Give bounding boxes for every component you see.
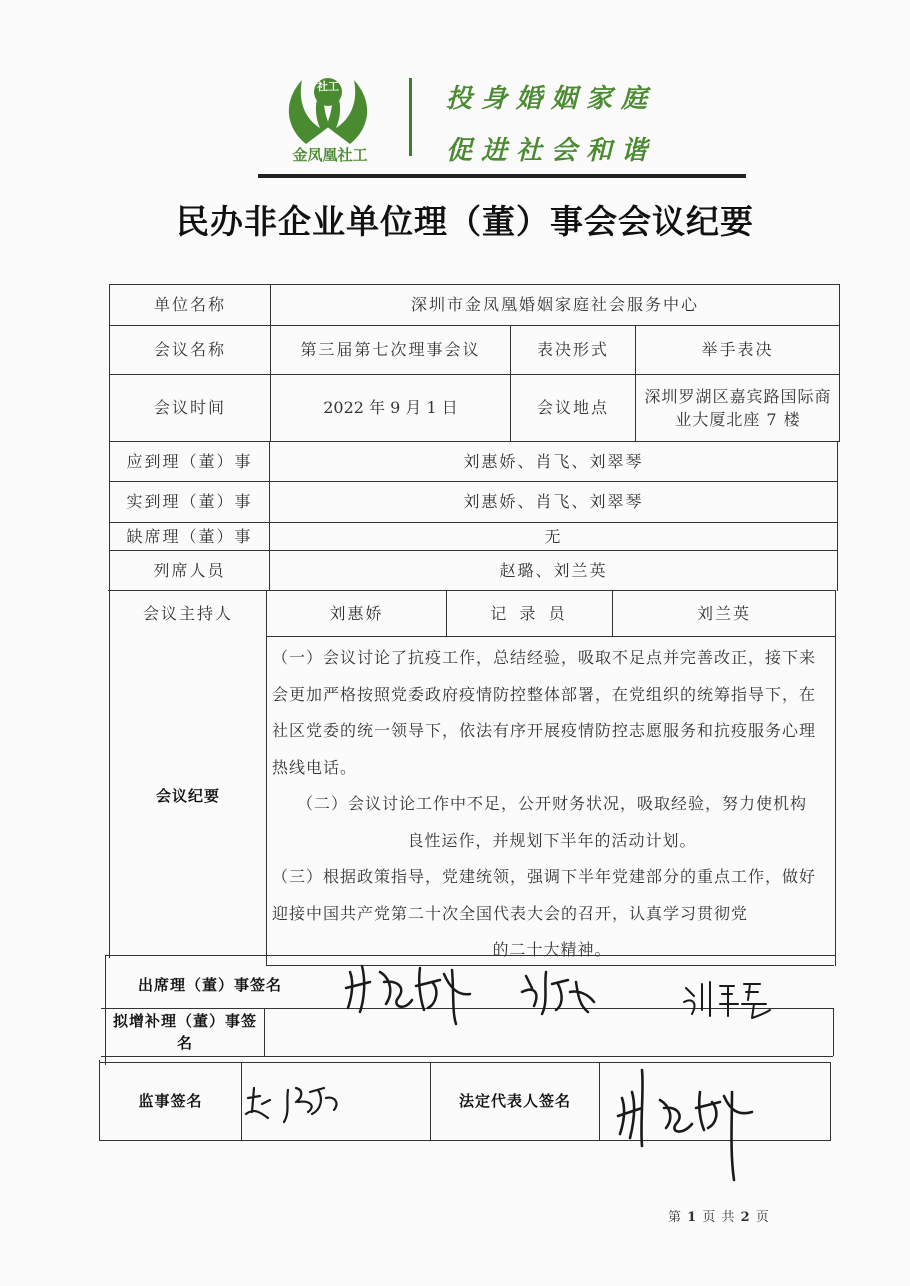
meeting-name-label: 会议名称 — [153, 340, 226, 359]
expected-directors-value: 刘惠娇、肖飞、刘翠琴 — [463, 451, 644, 471]
meeting-name-value: 第三届第七次理事会议 — [300, 340, 481, 359]
minutes-item-1: （一）会议讨论了抗疫工作，总结经验，吸取不足点并完善改正，接下来会更加严格按照党委政府疫情防控整体部署，在党组织的统筹指导下，在社区党委的统一领导下，依法有序开展疫情防控志愿服务和抗疫服务心理热线电话。 — [272, 648, 817, 777]
page-number — [668, 1206, 770, 1225]
logo-badge-text: 社工 — [317, 80, 339, 93]
minutes-item-2a: （二）会议讨论工作中不足，公开财务状况，吸取经验，努力使机构 — [296, 794, 807, 813]
unit-name-label: 单位名称 — [153, 295, 226, 314]
recorder-value: 刘兰英 — [696, 603, 751, 623]
meeting-time-label: 会议时间 — [153, 398, 226, 417]
supervisor-signature-label: 监事签名 — [138, 1092, 203, 1111]
signature-director-3 — [680, 974, 780, 1024]
minutes-item-2b: 良性运作，并规划下半年的活动计划。 — [407, 830, 697, 850]
minutes-content — [272, 640, 832, 969]
meeting-place-value: 深圳罗湖区嘉宾路国际商业大厦北座 7 楼 — [644, 386, 832, 429]
new-director-signature-label: 拟增补理（董）事签名 — [112, 1011, 257, 1052]
meeting-place-label: 会议地点 — [536, 398, 609, 417]
attendees-value: 赵璐、刘兰英 — [499, 560, 608, 580]
expected-directors-label: 应到理（董）事 — [126, 451, 253, 471]
page-middle: 页 共 — [702, 1210, 736, 1225]
absent-directors-label: 缺席理（董）事 — [126, 526, 253, 546]
slogan-line-2: 促进社会和谐 — [446, 136, 657, 166]
signature-director-2 — [518, 962, 598, 1022]
minutes-label: 会议纪要 — [155, 786, 220, 805]
director-signature-label: 出席理（董）事签名 — [137, 975, 282, 994]
page-suffix: 页 — [755, 1210, 770, 1225]
present-directors-label: 实到理（董）事 — [126, 492, 253, 511]
slogan-line-1: 投身婚姻家庭 — [446, 84, 657, 114]
meeting-time-value: 2022 年 9 月 1 日 — [323, 398, 458, 417]
vote-form-value: 举手表决 — [701, 340, 774, 359]
minutes-item-3b: 的二十大精神。 — [492, 940, 612, 959]
legal-rep-signature-label: 法定代表人签名 — [458, 1092, 571, 1111]
signature-director-1 — [340, 952, 480, 1032]
vote-form-label: 表决形式 — [536, 340, 609, 359]
page-prefix: 第 — [668, 1210, 683, 1225]
signature-supervisor — [240, 1078, 350, 1128]
absent-directors-value: 无 — [544, 526, 563, 546]
host-value: 刘惠娇 — [329, 603, 384, 623]
minutes-item-3a: （三）根据政策指导，党建统领，强调下半年党建部分的重点工作，做好迎接中国共产党第二十次全国代表大会的召开，认真学习贯彻党 — [272, 867, 817, 923]
recorder-label: 记 录 员 — [490, 603, 569, 623]
host-label: 会议主持人 — [142, 603, 233, 623]
page-title: 民办非企业单位理（董）事会会议纪要 — [176, 202, 754, 241]
attendees-label: 列席人员 — [153, 560, 226, 580]
current-page: 1 — [687, 1210, 698, 1225]
present-directors-value: 刘惠娇、肖飞、刘翠琴 — [463, 492, 644, 511]
signature-legal-representative — [612, 1062, 762, 1182]
unit-name-value: 深圳市金凤凰婚姻家庭社会服务中心 — [410, 295, 699, 314]
total-pages: 2 — [740, 1210, 751, 1225]
logo-text: 金凤凰社工 — [292, 146, 368, 164]
